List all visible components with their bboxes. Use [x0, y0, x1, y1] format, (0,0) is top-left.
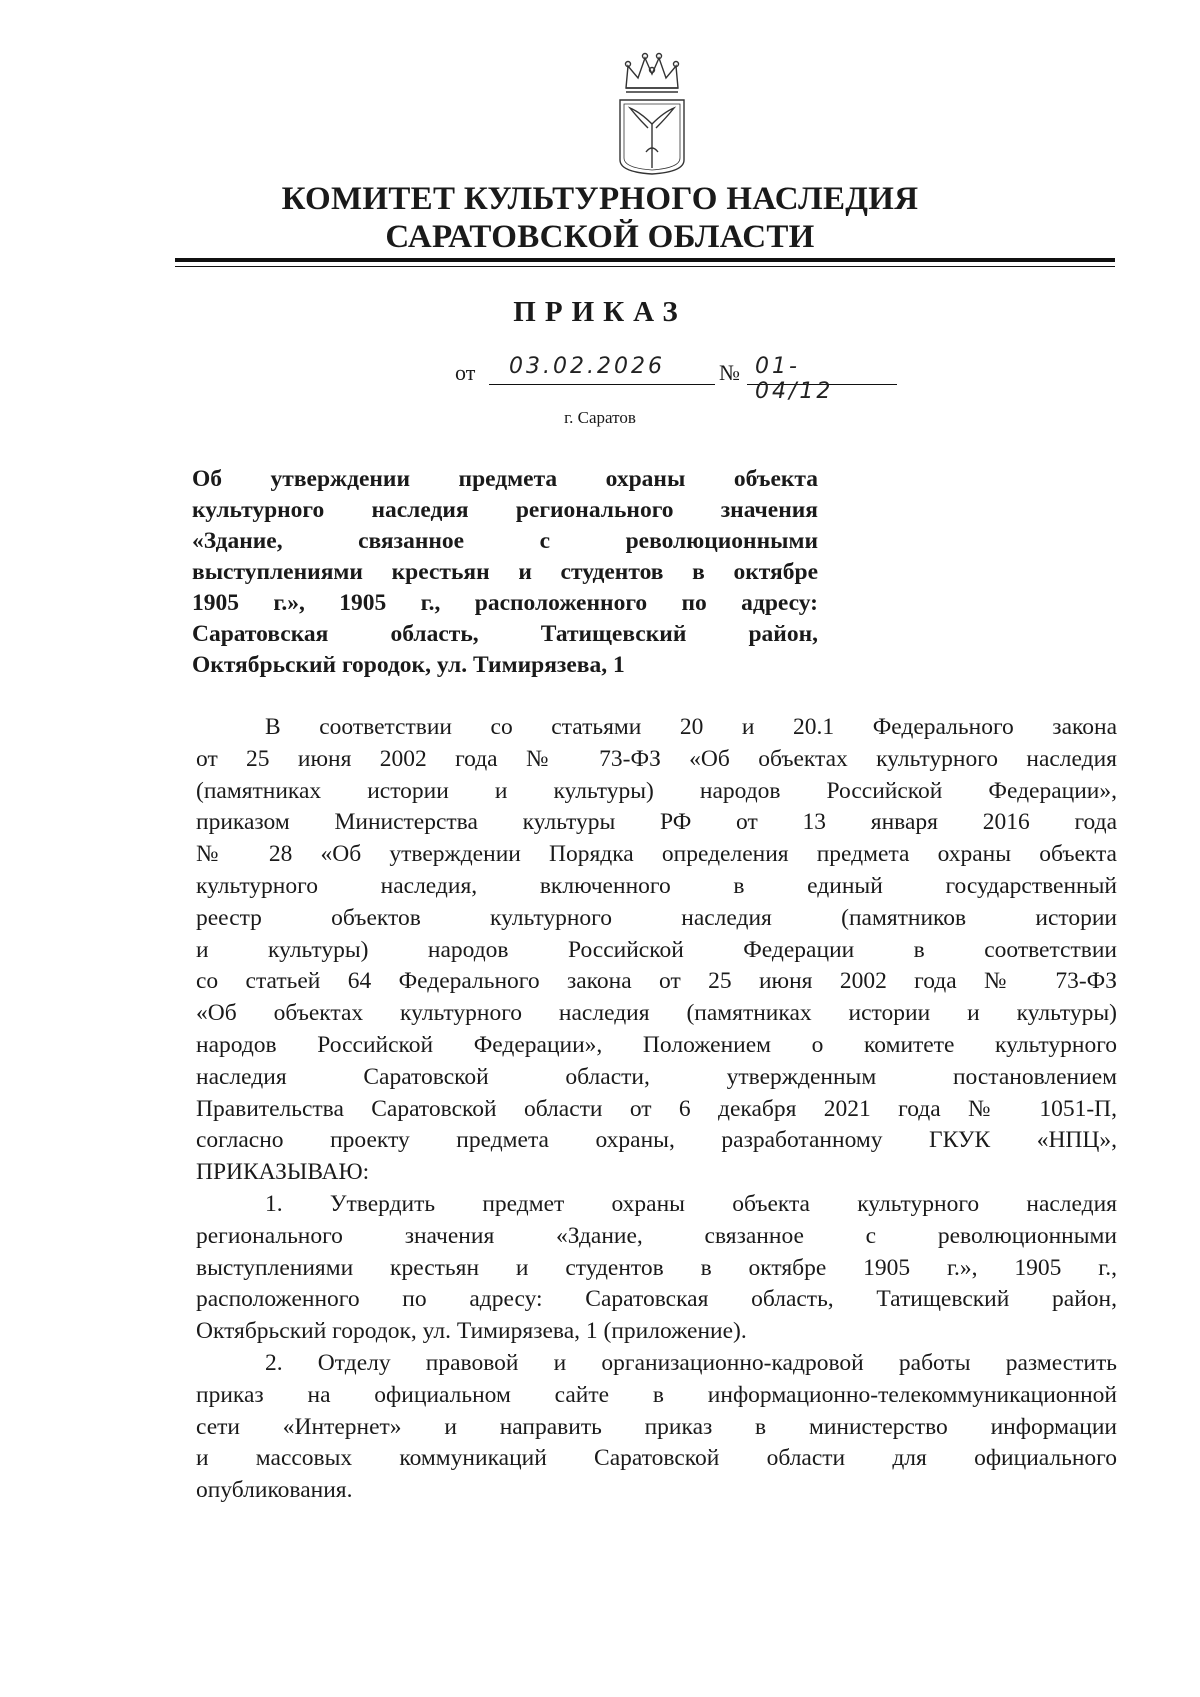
body-line: и культуры) народов Российской Федерации в соответствии — [196, 936, 1117, 963]
body-line: Октябрьский городок, ул. Тимирязева, 1 (приложение). — [196, 1318, 747, 1345]
date-label: от — [455, 360, 476, 385]
date-underline — [489, 384, 715, 385]
body-line: В соответствии со статьями 20 и 20.1 Федерального закона — [265, 714, 1117, 740]
body-line: расположенного по адресу: Саратовская область, Татищевский район, — [196, 1286, 1117, 1313]
document-body — [196, 712, 1117, 1507]
body-line: народов Российской Федерации», Положением о комитете культурного — [196, 1031, 1117, 1058]
body-line: № 28 «Об утверждении Порядка определения предмета охраны объекта — [196, 841, 1117, 868]
body-line: (памятниках истории и культуры) народов Российской Федерации», — [196, 777, 1117, 804]
subject-line: 1905 г.», 1905 г., расположенного по адресу: — [192, 590, 818, 616]
body-line: «Об объектах культурного наследия (памятниках истории и культуры) — [196, 1000, 1117, 1027]
org-name-line-2: САРАТОВСКОЙ ОБЛАСТИ — [385, 219, 815, 255]
body-line: приказ на официальном сайте в информационно-телекоммуникационной — [196, 1381, 1117, 1408]
subject-line: культурного наследия регионального значения — [192, 497, 818, 523]
body-line: 2. Отделу правовой и организационно-кадровой работы разместить — [265, 1349, 1117, 1376]
body-line: приказом Министерства культуры РФ от 13 января 2016 года — [196, 809, 1117, 836]
header-rule-thick — [175, 258, 1115, 262]
document-type-title: ПРИКАЗ — [513, 296, 687, 328]
body-line: со статьей 64 Федерального закона от 25 июня 2002 года № 73-ФЗ — [196, 968, 1117, 995]
number-label: № — [719, 360, 740, 385]
body-line: выступлениями крестьян и студентов в октябре 1905 г.», 1905 г., — [196, 1254, 1117, 1281]
subject-line: Октябрьский городок, ул. Тимирязева, 1 — [192, 652, 625, 678]
date-value: 03.02.2026 — [509, 354, 665, 379]
body-line: согласно проекту предмета охраны, разработанному ГКУК «НПЦ», — [196, 1127, 1117, 1154]
subject-line: Об утверждении предмета охраны объекта — [192, 466, 818, 492]
body-line: реестр объектов культурного наследия (памятников истории — [196, 904, 1117, 931]
subject-line: «Здание, связанное с революционными — [192, 528, 818, 554]
coat-of-arms-emblem — [612, 48, 692, 176]
body-line: наследия Саратовской области, утвержденным постановлением — [196, 1063, 1117, 1090]
number-value: 01-04/12 — [755, 354, 834, 404]
body-line: ПРИКАЗЫВАЮ: — [196, 1159, 370, 1186]
city-label: г. Саратов — [564, 408, 636, 427]
subject-line: выступлениями крестьян и студентов в октябре — [192, 559, 818, 585]
body-line: от 25 июня 2002 года № 73-ФЗ «Об объектах культурного наследия — [196, 745, 1117, 772]
body-line: культурного наследия, включенного в единый государственный — [196, 872, 1117, 899]
org-name-line-1: КОМИТЕТ КУЛЬТУРНОГО НАСЛЕДИЯ — [281, 181, 919, 217]
organization-name — [0, 180, 1200, 256]
body-line: опубликования. — [196, 1477, 353, 1504]
body-line: сети «Интернет» и направить приказ в министерство информации — [196, 1413, 1117, 1440]
body-line: Правительства Саратовской области от 6 декабря 2021 года № 1051-П, — [196, 1095, 1117, 1122]
body-line: 1. Утвердить предмет охраны объекта культурного наследия — [265, 1190, 1117, 1217]
header-rule-thin — [175, 266, 1115, 267]
document-subject — [192, 464, 818, 681]
subject-line: Саратовская область, Татищевский район, — [192, 621, 818, 647]
body-line: и массовых коммуникаций Саратовской области для официального — [196, 1445, 1117, 1472]
body-line: регионального значения «Здание, связанное с революционными — [196, 1222, 1117, 1249]
